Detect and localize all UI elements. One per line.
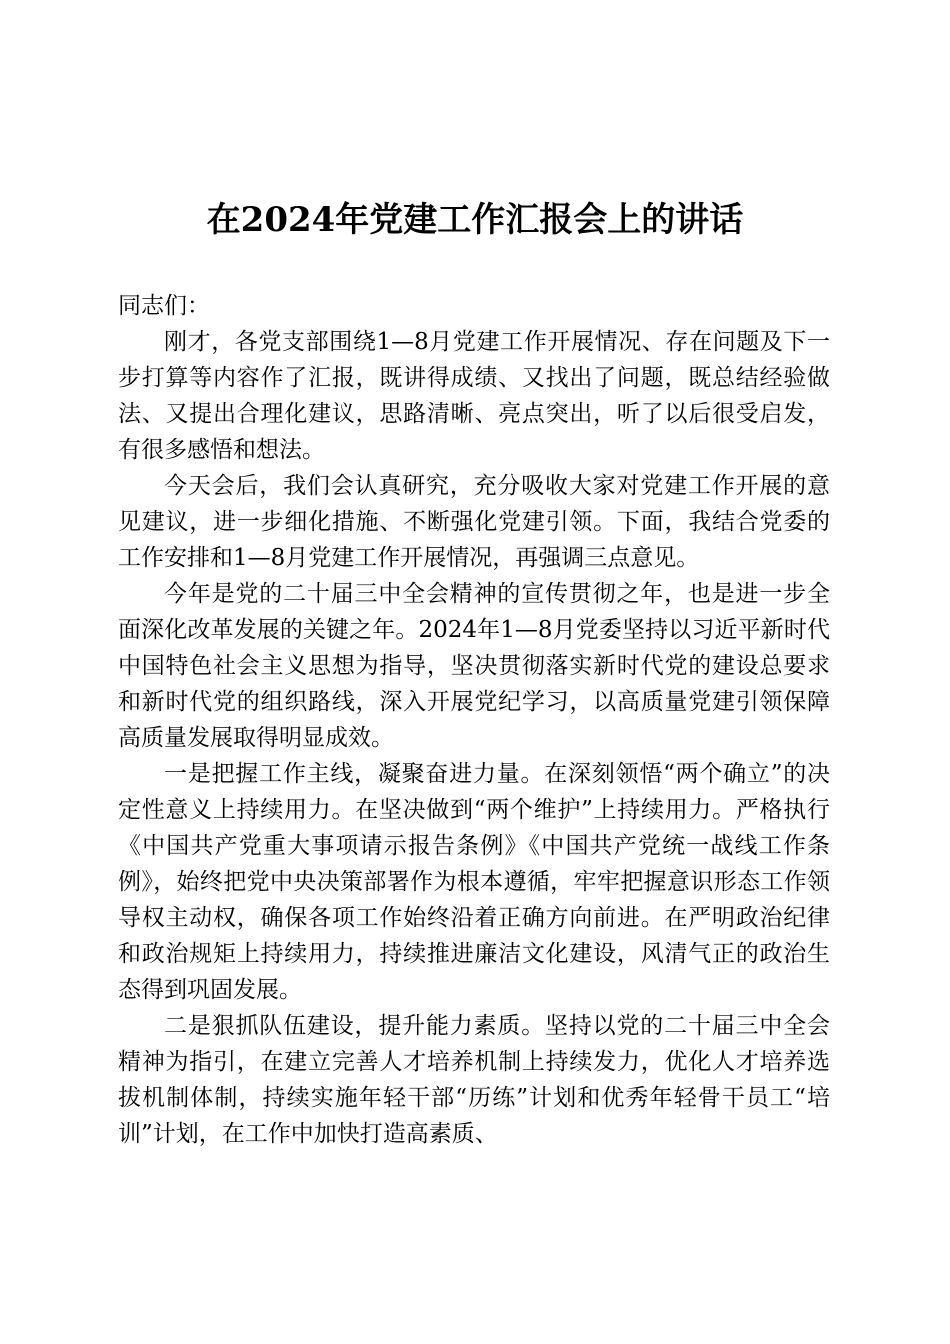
- paragraph-4: 一是把握工作主线，凝聚奋进力量。在深刻领悟“两个确立”的决定性意义上持续用力。在坚决做到“两个维护”上持续用力。严格执行《中国共产党重大事项请示报告条例》《中国共产党统一战线工作条例》，始终把党中央决策部署作为根本遵循，牢牢把握意识形态工作领导权主动权，确保各项工作始终沿着正确方向前进。在严明政治纪律和政治规矩上持续用力，持续推进廉洁文化建设，风清气正的政治生态得到巩固发展。: [118, 761, 830, 1003]
- salutation: 同志们：: [118, 293, 210, 319]
- paragraph-3: 今年是党的二十届三中全会精神的宣传贯彻之年，也是进一步全面深化改革发展的关键之年。2024年1—8月党委坚持以习近平新时代中国特色社会主义思想为指导，坚决贯彻落实新时代党的建设总要求和新时代党的组织路线，深入开展党纪学习，以高质量党建引领保障高质量发展取得明显成效。: [118, 581, 830, 751]
- document-title: 在2024年党建工作汇报会上的讲话: [206, 200, 744, 240]
- paragraph-2: 今天会后，我们会认真研究，充分吸收大家对党建工作开展的意见建议，进一步细化措施、不断强化党建引领。下面，我结合党委的工作安排和1—8月党建工作开展情况，再强调三点意见。: [118, 473, 830, 571]
- paragraph-1: 刚才，各党支部围绕1—8月党建工作开展情况、存在问题及下一步打算等内容作了汇报，既讲得成绩、又找出了问题，既总结经验做法、又提出合理化建议，思路清晰、亮点突出，听了以后很受启发，有很多感悟和想法。: [118, 329, 830, 463]
- paragraph-5: 二是狠抓队伍建设，提升能力素质。坚持以党的二十届三中全会精神为指引，在建立完善人才培养机制上持续发力，优化人才培养选拔机制体制，持续实施年轻干部“历练”计划和优秀年轻骨干员工“培训”计划，在工作中加快打造高素质、: [118, 1013, 830, 1147]
- document-body: [118, 288, 830, 1152]
